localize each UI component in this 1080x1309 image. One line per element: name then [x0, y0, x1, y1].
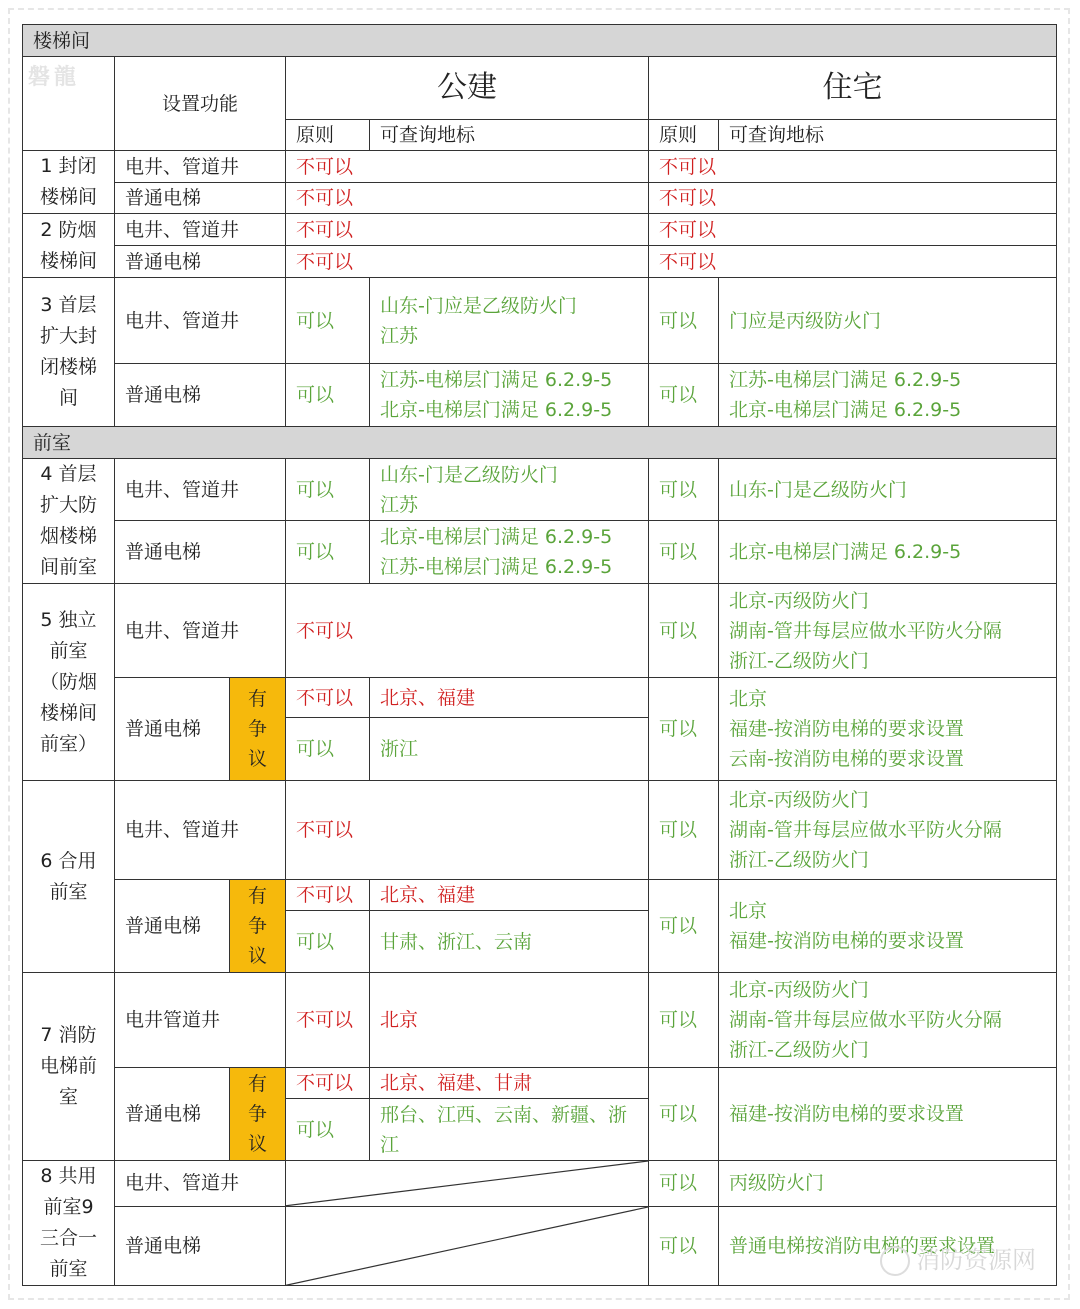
- row6-res-principle-b: 可以: [649, 880, 719, 973]
- row2-public-a: 不可以: [286, 214, 649, 246]
- dispute-tag-char: 争: [247, 915, 267, 937]
- row5-public-principle-b1: 不可以: [286, 678, 370, 718]
- row1-func-b: 普通电梯: [115, 183, 286, 214]
- dispute-tag-char: 争: [247, 718, 267, 740]
- row8-res-principle-b: 可以: [649, 1206, 719, 1285]
- dispute-tag-char: 争: [247, 1103, 267, 1125]
- row3-func-a: 电井、管道井: [115, 278, 286, 364]
- lookup-line: 江苏-电梯层门满足 6.2.9-5: [380, 369, 613, 391]
- row5-res-principle-a: 可以: [649, 584, 719, 678]
- row7-public-lookup-b2: 邢台、江西、云南、新疆、浙江: [370, 1099, 649, 1161]
- lookup-line: 湖南-管井每层应做水平防火分隔: [729, 819, 1002, 841]
- lookup-line: 北京-丙级防火门: [729, 589, 869, 612]
- header-residential: 住宅: [649, 57, 1057, 120]
- lookup-line: 北京-电梯层门满足 6.2.9-5: [380, 526, 613, 548]
- row5-res-lookup-b: [719, 678, 1057, 781]
- row6-func-a: 电井、管道井: [115, 781, 286, 880]
- wechat-icon: [880, 1246, 910, 1276]
- lookup-line: 江苏-电梯层门满足 6.2.9-5: [380, 556, 613, 578]
- row7-func-a: 电井管道井: [115, 973, 286, 1068]
- row4-public-lookup-b: [370, 521, 649, 584]
- row5-func-b: 普通电梯: [115, 678, 230, 781]
- lookup-line: 江苏: [380, 324, 419, 347]
- lookup-line: 湖南-管井每层应做水平防火分隔: [729, 619, 1002, 642]
- row1-id: 1 封闭楼梯间: [23, 151, 115, 214]
- row3-public-principle-a: 可以: [286, 278, 370, 364]
- lookup-line: 湖南-管井每层应做水平防火分隔: [729, 1009, 1002, 1031]
- row6-public-principle-b2: 可以: [286, 911, 370, 973]
- row2-func-b: 普通电梯: [115, 246, 286, 278]
- dispute-tag-char: 议: [247, 1133, 267, 1155]
- lookup-line: 福建-按消防电梯的要求设置: [729, 930, 964, 952]
- row3-func-b: 普通电梯: [115, 364, 286, 427]
- row7-public-principle-b1: 不可以: [286, 1068, 370, 1099]
- section-stair: 楼梯间: [23, 25, 1057, 57]
- lookup-line: 丙级防火门: [729, 1172, 825, 1195]
- row4-public-principle-a: 可以: [286, 459, 370, 521]
- row7-res-lookup-b: [719, 1068, 1057, 1161]
- row3-res-lookup-a: [719, 278, 1057, 364]
- stair-rules-table: [22, 24, 1057, 1286]
- row4-id: 4 首层扩大防烟楼梯间前室: [23, 459, 115, 584]
- row4-func-a: 电井、管道井: [115, 459, 286, 521]
- lookup-line: 福建-按消防电梯的要求设置: [729, 718, 964, 740]
- row4-res-lookup-b: [719, 521, 1057, 584]
- watermark-brand-text: 消防资源网: [916, 1246, 1036, 1274]
- lookup-line: 门应是丙级防火门: [729, 309, 882, 332]
- row3-public-lookup-a: [370, 278, 649, 364]
- row7-public-lookup-a: 北京: [370, 973, 649, 1068]
- row5-res-lookup-a: [719, 584, 1057, 678]
- row3-res-principle-a: 可以: [649, 278, 719, 364]
- header-public-principle: 原则: [286, 120, 370, 151]
- row7-res-principle-b: 可以: [649, 1068, 719, 1161]
- header-res-lookup: 可查询地标: [719, 120, 1057, 151]
- lookup-line: 北京-丙级防火门: [729, 789, 869, 811]
- row7-func-b: 普通电梯: [115, 1068, 230, 1161]
- section-front: 前室: [23, 427, 1057, 459]
- header-public: 公建: [286, 57, 649, 120]
- row1-res-a: 不可以: [649, 151, 1057, 183]
- row8-func-b: 普通电梯: [115, 1206, 286, 1285]
- lookup-line: 北京-电梯层门满足 6.2.9-5: [729, 399, 962, 421]
- row6-res-lookup-b: [719, 880, 1057, 973]
- lookup-line: 浙江-乙级防火门: [729, 849, 869, 871]
- row8-public-a-na: [286, 1161, 649, 1207]
- diagonal-strike: [286, 1161, 648, 1206]
- header-res-principle: 原则: [649, 120, 719, 151]
- row5-dispute-tag: [230, 678, 286, 781]
- row1-func-a: 电井、管道井: [115, 151, 286, 183]
- row2-res-b: 不可以: [649, 246, 1057, 278]
- dispute-tag-char: 有: [247, 885, 267, 907]
- row7-id: 7 消防电梯前室: [23, 973, 115, 1161]
- row1-public-b: 不可以: [286, 183, 649, 214]
- lookup-line: 浙江-乙级防火门: [729, 649, 869, 672]
- lookup-line: 北京: [729, 688, 768, 710]
- row4-func-b: 普通电梯: [115, 521, 286, 584]
- row4-res-lookup-a: [719, 459, 1057, 521]
- lookup-line: 北京: [729, 900, 768, 922]
- row6-id: 6 合用前室: [23, 781, 115, 973]
- watermark-brand: [880, 1240, 1036, 1276]
- row5-public-lookup-b1: 北京、福建: [370, 678, 649, 718]
- row5-func-a: 电井、管道井: [115, 584, 286, 678]
- row8-public-b-na: [286, 1206, 649, 1285]
- lookup-line: 北京-丙级防火门: [729, 979, 869, 1001]
- row2-res-a: 不可以: [649, 214, 1057, 246]
- row1-res-b: 不可以: [649, 183, 1057, 214]
- lookup-line: 北京-电梯层门满足 6.2.9-5: [380, 399, 613, 421]
- row1-public-a: 不可以: [286, 151, 649, 183]
- lookup-line: 江苏-电梯层门满足 6.2.9-5: [729, 369, 962, 391]
- row7-res-principle-a: 可以: [649, 973, 719, 1068]
- row7-res-lookup-a: [719, 973, 1057, 1068]
- row6-public-lookup-b1: 北京、福建: [370, 880, 649, 911]
- row5-public-lookup-b2: 浙江: [370, 718, 649, 781]
- row3-res-principle-b: 可以: [649, 364, 719, 427]
- row3-public-principle-b: 可以: [286, 364, 370, 427]
- row3-public-lookup-b: [370, 364, 649, 427]
- row6-res-principle-a: 可以: [649, 781, 719, 880]
- lookup-line: 江苏: [380, 493, 419, 516]
- dispute-tag-char: 议: [247, 945, 267, 967]
- row8-res-principle-a: 可以: [649, 1161, 719, 1207]
- lookup-line: 山东-门是乙级防火门: [729, 478, 907, 501]
- header-func: 设置功能: [115, 57, 286, 151]
- lookup-line: 云南-按消防电梯的要求设置: [729, 748, 964, 770]
- lookup-line: 北京-电梯层门满足 6.2.9-5: [729, 541, 962, 563]
- row5-public-a: 不可以: [286, 584, 649, 678]
- row7-public-lookup-b1: 北京、福建、甘肃: [370, 1068, 649, 1099]
- row8-res-lookup-a: [719, 1161, 1057, 1207]
- lookup-line: 浙江-乙级防火门: [729, 1039, 869, 1061]
- row7-dispute-tag: [230, 1068, 286, 1161]
- lookup-line: 山东-门是乙级防火门: [380, 463, 558, 486]
- row6-public-a: 不可以: [286, 781, 649, 880]
- lookup-line: 山东-门应是乙级防火门: [380, 294, 577, 317]
- row8-id: 8 共用前室9 三合一前室: [23, 1161, 115, 1286]
- row3-res-lookup-b: [719, 364, 1057, 427]
- row5-public-principle-b2: 可以: [286, 718, 370, 781]
- row4-public-lookup-a: [370, 459, 649, 521]
- row6-func-b: 普通电梯: [115, 880, 230, 973]
- lookup-line: 福建-按消防电梯的要求设置: [729, 1103, 964, 1125]
- row4-res-principle-b: 可以: [649, 521, 719, 584]
- row6-dispute-tag: [230, 880, 286, 973]
- dispute-tag-char: 议: [247, 748, 267, 770]
- row6-res-lookup-a: [719, 781, 1057, 880]
- row4-public-principle-b: 可以: [286, 521, 370, 584]
- row4-res-principle-a: 可以: [649, 459, 719, 521]
- row5-id: 5 独立前室（防烟楼梯间前室）: [23, 584, 115, 781]
- row8-func-a: 电井、管道井: [115, 1161, 286, 1207]
- row6-public-lookup-b2: 甘肃、浙江、云南: [370, 911, 649, 973]
- dispute-tag-char: 有: [247, 1073, 267, 1095]
- header-public-lookup: 可查询地标: [370, 120, 649, 151]
- row6-public-principle-b1: 不可以: [286, 880, 370, 911]
- row2-func-a: 电井、管道井: [115, 214, 286, 246]
- lookup-line: 普通电梯按消防电梯的要求设置: [729, 1234, 996, 1257]
- row7-public-principle-b2: 可以: [286, 1099, 370, 1161]
- row5-res-principle-b: 可以: [649, 678, 719, 781]
- diagonal-strike: [286, 1207, 648, 1285]
- row2-id: 2 防烟楼梯间: [23, 214, 115, 278]
- dispute-tag-char: 有: [247, 688, 267, 710]
- row2-public-b: 不可以: [286, 246, 649, 278]
- row3-id: 3 首层扩大封闭楼梯间: [23, 278, 115, 427]
- watermark-top: 磐龍: [28, 65, 81, 90]
- row7-public-principle-a: 不可以: [286, 973, 370, 1068]
